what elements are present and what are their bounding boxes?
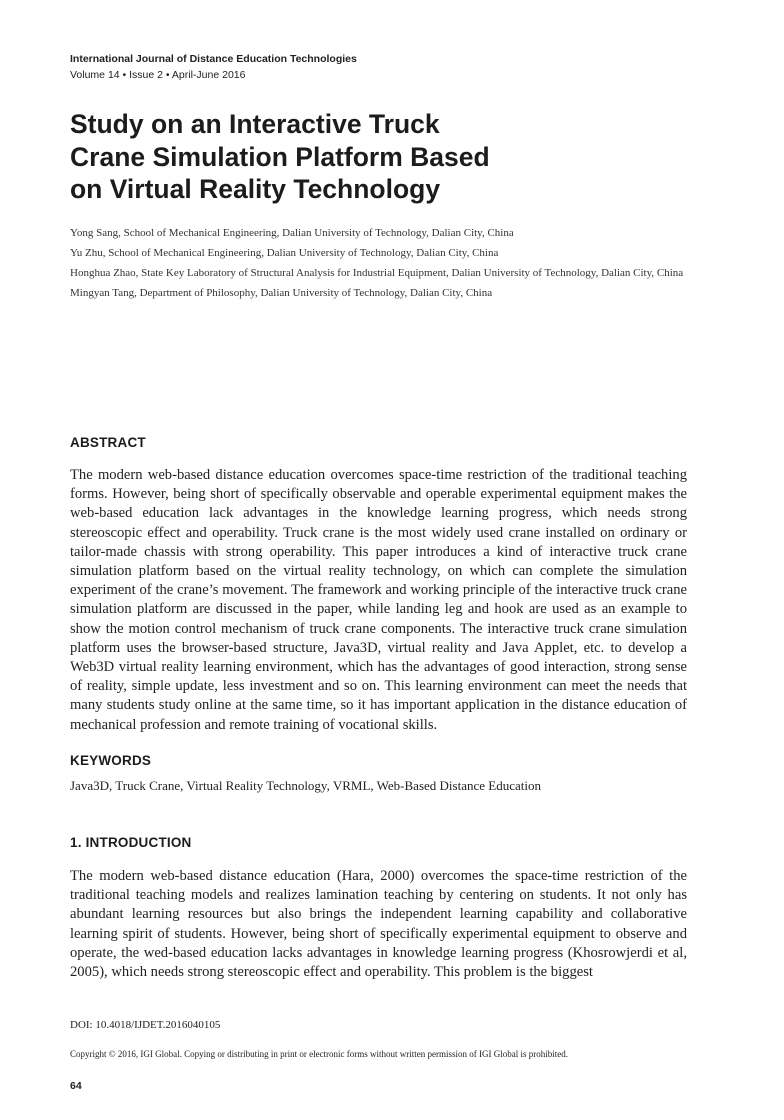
paper-title-line: on Virtual Reality Technology (70, 174, 441, 204)
author-affiliation: Mingyan Tang, Department of Philosophy, Dalian University of Technology, Dalian City, China (70, 287, 493, 299)
introduction-heading: 1. INTRODUCTION (70, 835, 192, 850)
paper-title (70, 108, 630, 206)
keywords-heading: KEYWORDS (70, 753, 152, 768)
keywords-text: Java3D, Truck Crane, Virtual Reality Technology, VRML, Web-Based Distance Education (70, 778, 541, 793)
doi: DOI: 10.4018/IJDET.2016040105 (70, 1019, 221, 1031)
author-affiliation: Yong Sang, School of Mechanical Engineering, Dalian University of Technology, Dalian City, China (70, 227, 514, 239)
abstract-heading: ABSTRACT (70, 435, 146, 450)
journal-issue: Volume 14 • Issue 2 • April-June 2016 (70, 69, 246, 81)
paper-title-line: Study on an Interactive Truck (70, 109, 440, 139)
author-affiliation: Honghua Zhao, State Key Laboratory of Structural Analysis for Industrial Equipment, Dalian University of Technology, Dalian City, China (70, 267, 684, 279)
page-number: 64 (70, 1080, 82, 1092)
journal-name: International Journal of Distance Education Technologies (70, 53, 357, 65)
author-list (70, 226, 690, 306)
paper-title-line: Crane Simulation Platform Based (70, 141, 490, 172)
introduction-text: The modern web-based distance education (Hara, 2000) overcomes the space-time restriction of the traditional teaching models and realizes lamination teaching by centering on students. It not only has abundant learning resources but also brings the independent learning capability and collaborative learning spirit of students. However, being short of specifically experimental equipment to observe and operate, the wed-based education lacks advantages in knowledge learning progress (Khosrowjerdi et al, 2005), which needs strong stereoscopic effect and operability. This problem is the biggest (70, 868, 687, 981)
abstract-text: The modern web-based distance education overcomes space-time restriction of the traditional teaching forms. However, being short of specifically observable and operable experimental equipment makes the web-based education lack advantages in the knowledge learning progress, which needs strong stereoscopic effect and operability. Truck crane is the most widely used crane installed on ordinary or tailor-made chassis with strong operability. This paper introduces a kind of interactive truck crane simulation platform based on the virtual reality technology, on which can complete the simulation experiment of the crane’s movement. The framework and working principle of the interactive truck crane simulation platform are discussed in the paper, while landing leg and hook are used as an example to show the motion control mechanism of truck crane components. The interactive truck crane simulation platform uses the browser-based structure, Java3D, virtual reality and Java Applet, etc. to develop a Web3D virtual reality learning environment, which has the advantages of good interaction, strong sense of reality, simple update, less investment and so on. This learning environment can meet the needs that many students study online at the same time, so it has important application in the distance education of mechanical profession and remote training of vocational skills. (70, 467, 687, 733)
copyright-notice: Copyright © 2016, IGI Global. Copying or distributing in print or electronic forms without written permission of IGI Global is prohibited. (70, 1049, 569, 1059)
author-affiliation: Yu Zhu, School of Mechanical Engineering, Dalian University of Technology, Dalian City, China (70, 247, 499, 259)
